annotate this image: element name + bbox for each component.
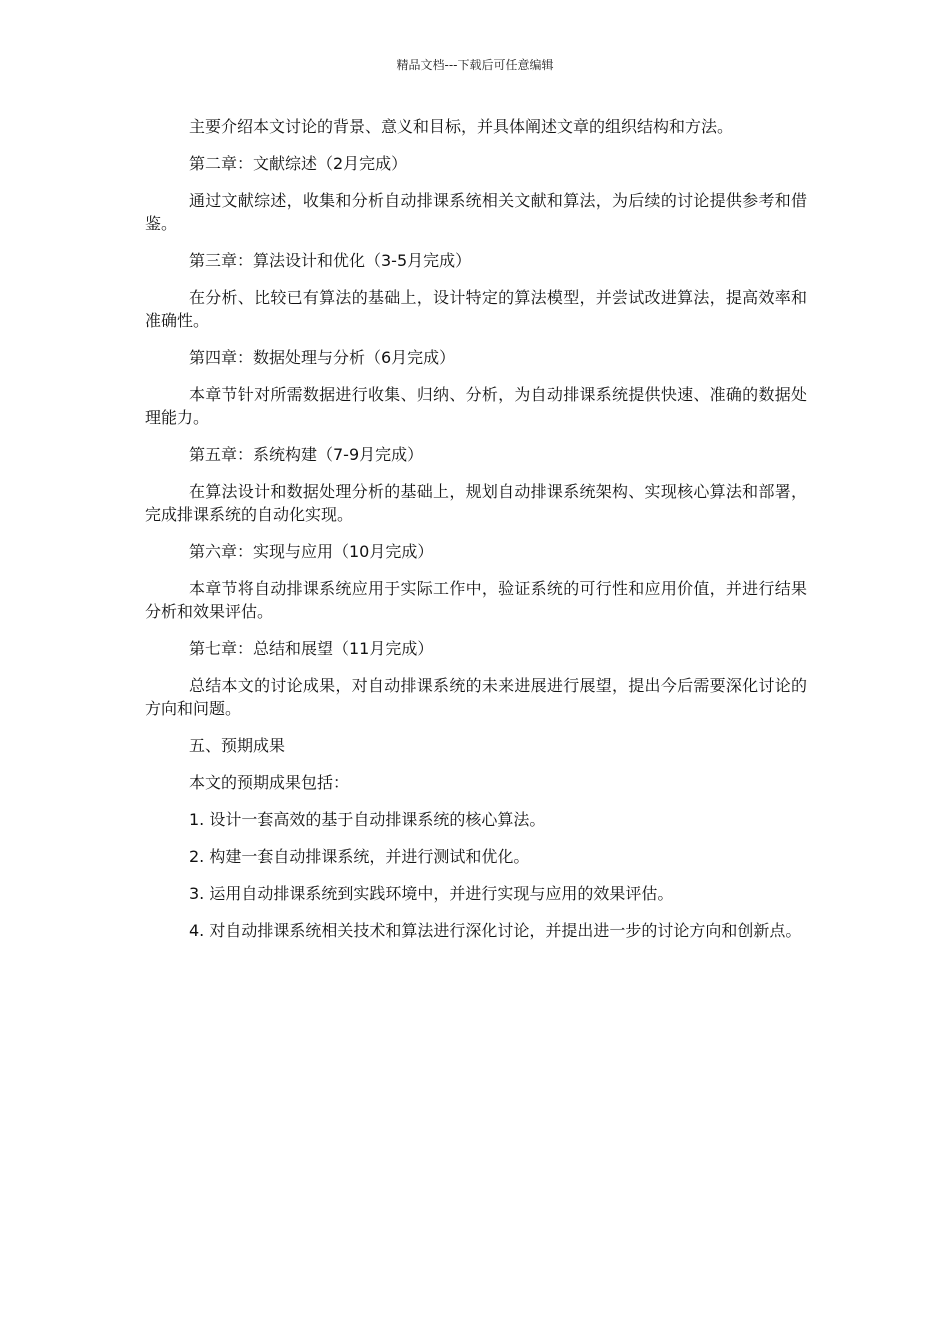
outcome-item-1: 1. 设计一套高效的基于自动排课系统的核心算法。 xyxy=(189,810,546,829)
chapter-6-heading: 第六章：实现与应用（10月完成） xyxy=(189,542,434,561)
document-body xyxy=(145,115,807,956)
section-5-heading: 五、预期成果 xyxy=(189,736,286,755)
chapter-2-text: 通过文献综述，收集和分析自动排课系统相关文献和算法，为后续的讨论提供参考和借鉴。 xyxy=(145,191,807,233)
outcome-item-2: 2. 构建一套自动排课系统，并进行测试和优化。 xyxy=(189,847,530,866)
chapter-3-text: 在分析、比较已有算法的基础上，设计特定的算法模型，并尝试改进算法，提高效率和准确性。 xyxy=(145,288,807,330)
chapter-6-text: 本章节将自动排课系统应用于实际工作中，验证系统的可行性和应用价值，并进行结果分析和效果评估。 xyxy=(145,579,807,621)
outcomes-intro: 本文的预期成果包括： xyxy=(189,773,350,792)
page-header: 精品文档---下载后可任意编辑 xyxy=(396,58,554,72)
chapter-3-heading: 第三章：算法设计和优化（3-5月完成） xyxy=(189,251,472,270)
chapter-7-heading: 第七章：总结和展望（11月完成） xyxy=(189,639,434,658)
chapter-2-heading: 第二章：文献综述（2月完成） xyxy=(189,154,408,173)
chapter-4-text: 本章节针对所需数据进行收集、归纳、分析，为自动排课系统提供快速、准确的数据处理能力。 xyxy=(145,385,807,427)
paragraph-intro: 主要介绍本文讨论的背景、意义和目标，并具体阐述文章的组织结构和方法。 xyxy=(189,117,734,136)
outcome-item-4: 4. 对自动排课系统相关技术和算法进行深化讨论，并提出进一步的讨论方向和创新点。 xyxy=(189,921,802,940)
chapter-4-heading: 第四章：数据处理与分析（6月完成） xyxy=(189,348,456,367)
chapter-7-text: 总结本文的讨论成果，对自动排课系统的未来进展进行展望，提出今后需要深化讨论的方向和问题。 xyxy=(145,676,807,718)
chapter-5-heading: 第五章：系统构建（7-9月完成） xyxy=(189,445,424,464)
outcome-item-3: 3. 运用自动排课系统到实践环境中，并进行实现与应用的效果评估。 xyxy=(189,884,674,903)
chapter-5-text: 在算法设计和数据处理分析的基础上，规划自动排课系统架构、实现核心算法和部署，完成排课系统的自动化实现。 xyxy=(145,482,807,524)
